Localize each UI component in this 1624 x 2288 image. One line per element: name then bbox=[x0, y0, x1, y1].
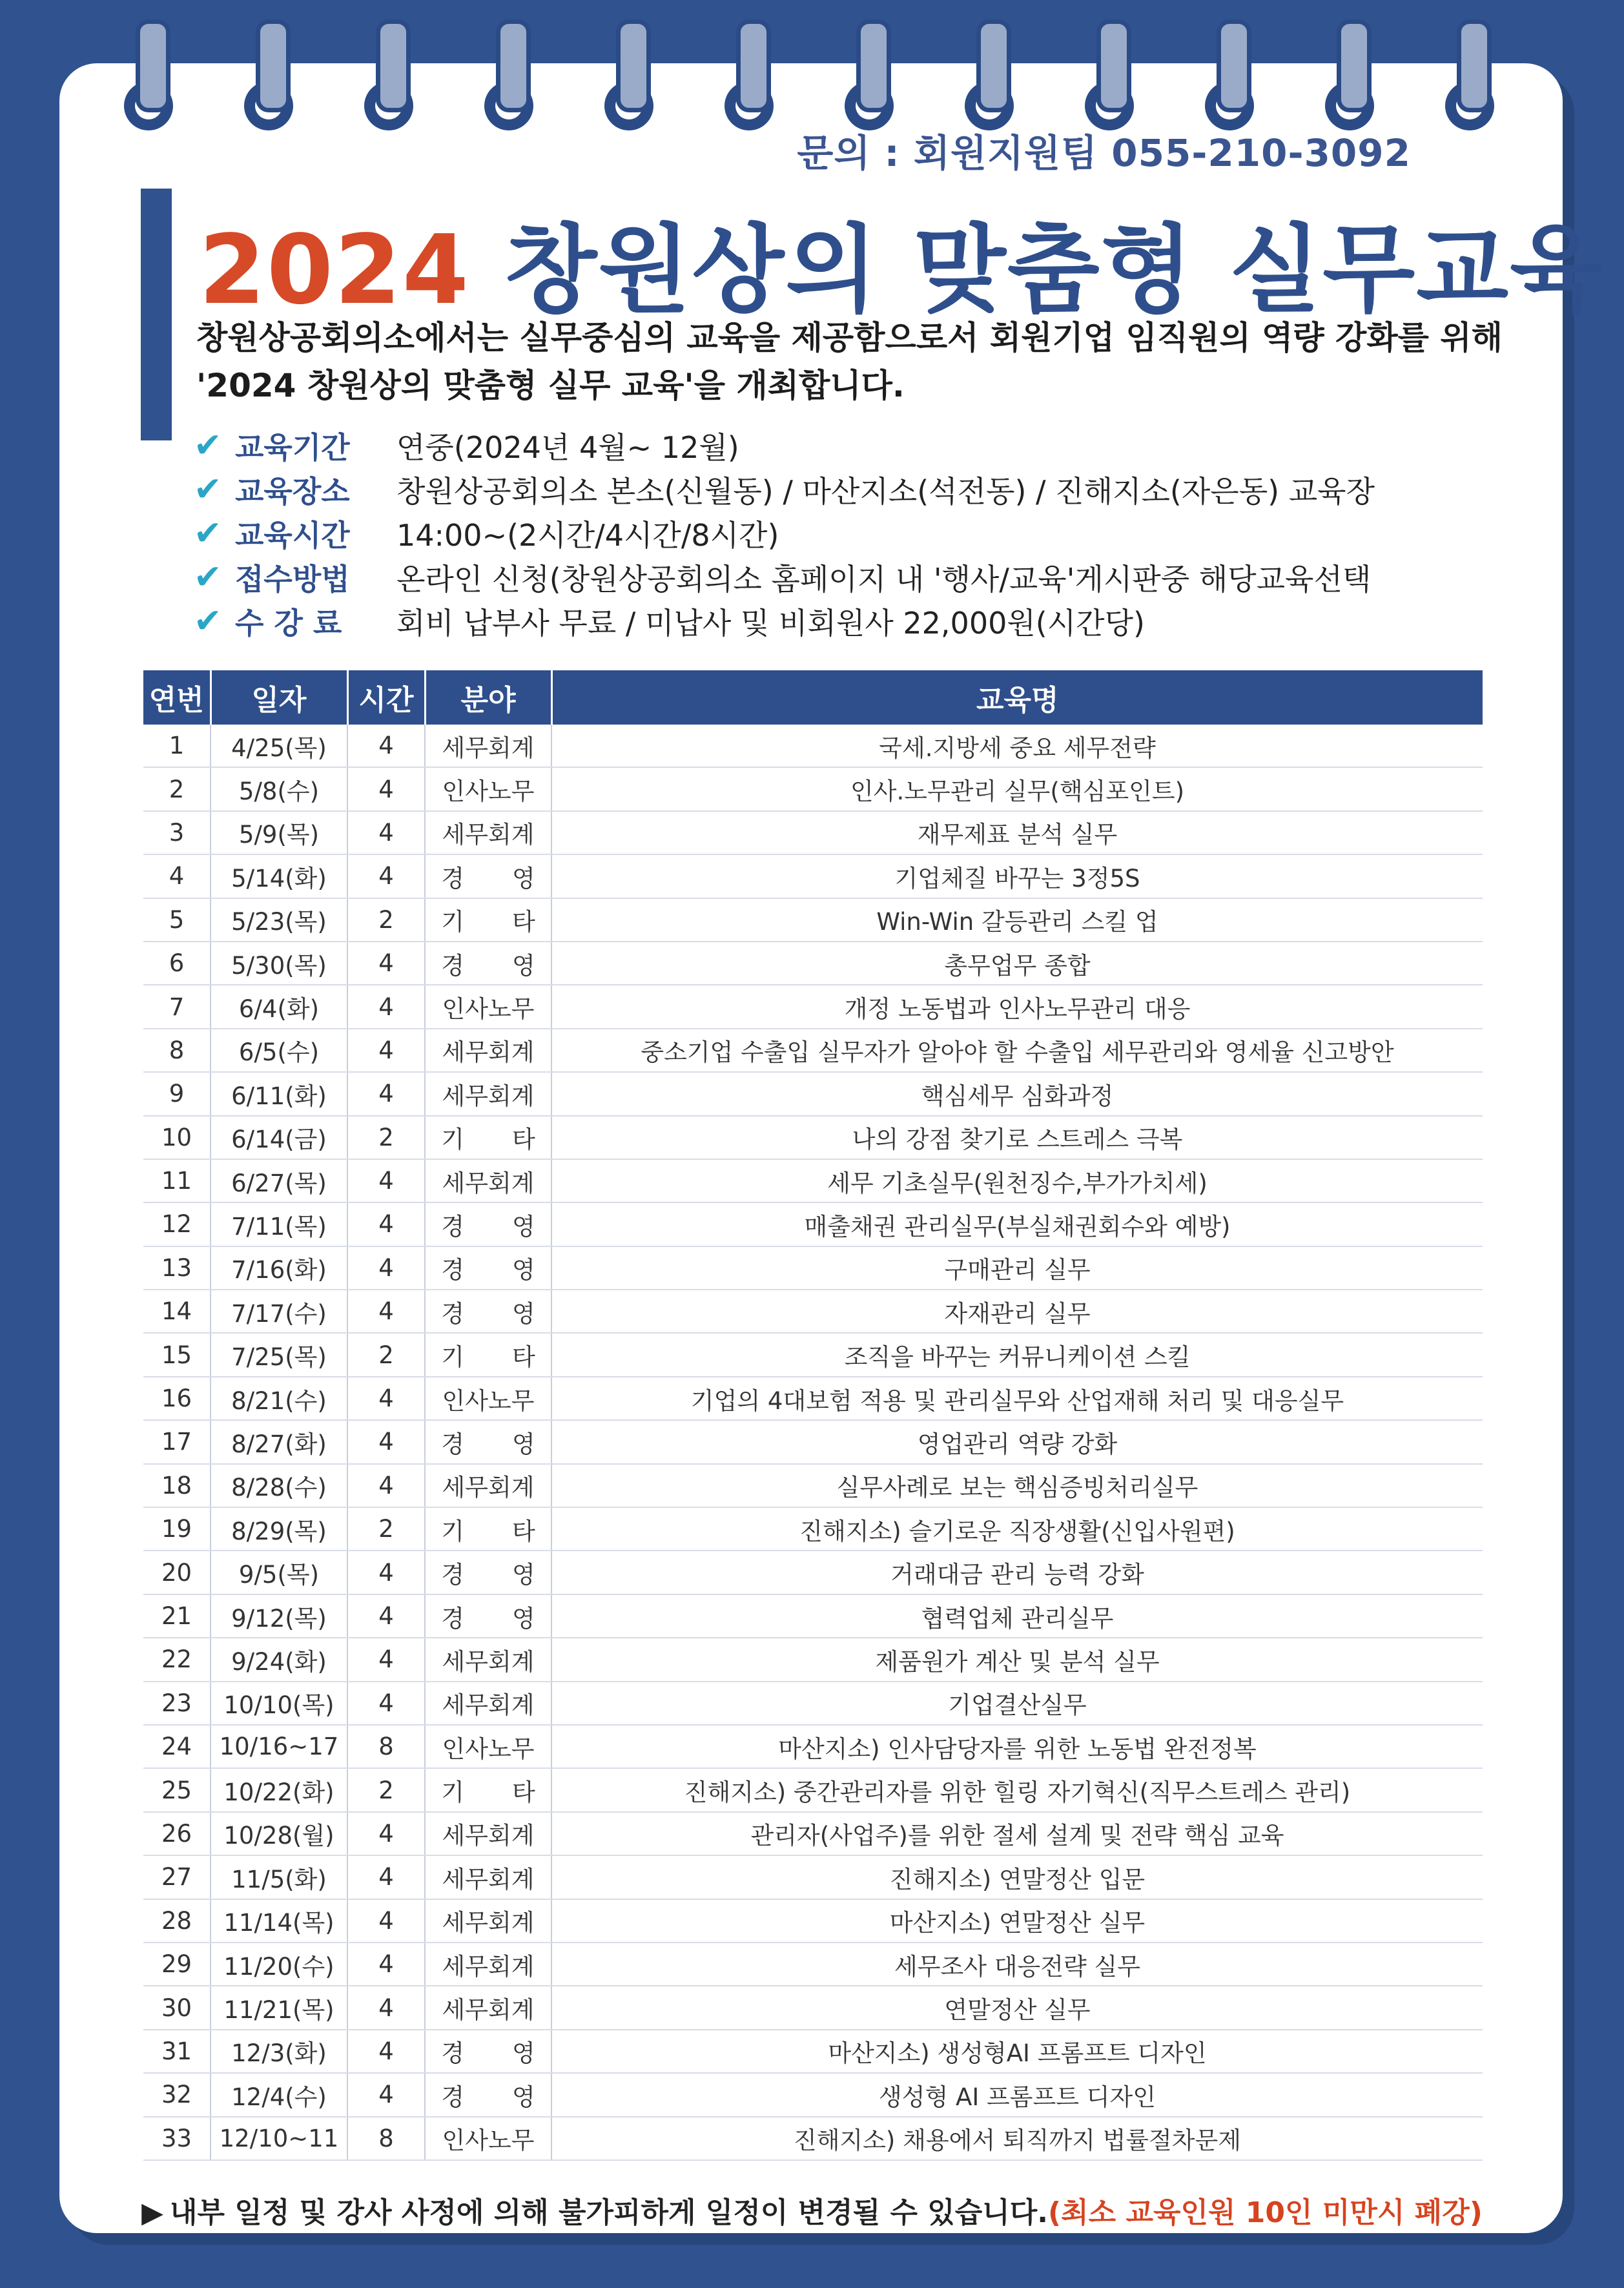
table-body bbox=[143, 725, 1483, 2160]
cell-course: 진해지소) 채용에서 퇴직까지 법률절차문제 bbox=[551, 2117, 1483, 2160]
cell-course: 마산지소) 인사담당자를 위한 노동법 완전정복 bbox=[551, 1725, 1483, 1768]
cell-course: 인사.노무관리 실무(핵심포인트) bbox=[551, 767, 1483, 810]
info-fee bbox=[194, 599, 1375, 643]
header-hours: 시간 bbox=[347, 670, 425, 725]
cell-no: 20 bbox=[143, 1551, 211, 1594]
cell-date: 9/5(목) bbox=[211, 1551, 347, 1594]
cell-no: 24 bbox=[143, 1725, 211, 1768]
cell-no: 5 bbox=[143, 898, 211, 942]
cell-hours: 2 bbox=[347, 898, 425, 942]
ring-bar bbox=[256, 19, 291, 112]
cell-hours: 4 bbox=[347, 1202, 425, 1246]
cell-date: 8/28(수) bbox=[211, 1464, 347, 1507]
check-icon: ✔ bbox=[194, 426, 222, 465]
table-row bbox=[143, 1725, 1483, 1768]
info-label: 수 강 료 bbox=[235, 606, 342, 641]
cell-date: 6/4(화) bbox=[211, 985, 347, 1028]
cell-hours: 4 bbox=[347, 1986, 425, 2029]
ring-bar bbox=[496, 19, 531, 112]
ring-bar bbox=[616, 19, 651, 112]
cell-hours: 8 bbox=[347, 1725, 425, 1768]
check-icon: ✔ bbox=[194, 514, 222, 553]
cell-course: 구매관리 실무 bbox=[551, 1246, 1483, 1290]
table-row bbox=[143, 1594, 1483, 1638]
cell-hours: 4 bbox=[347, 811, 425, 854]
cell-field: 경 영 bbox=[425, 854, 551, 898]
cell-no: 28 bbox=[143, 1899, 211, 1943]
table-row bbox=[143, 1682, 1483, 1725]
cell-course: 진해지소) 중간관리자를 위한 힐링 자기혁신(직무스트레스 관리) bbox=[551, 1768, 1483, 1811]
ring-bar bbox=[1217, 19, 1251, 112]
cell-date: 12/4(수) bbox=[211, 2073, 347, 2116]
binder-ring bbox=[482, 19, 536, 123]
cell-field: 경 영 bbox=[425, 1420, 551, 1463]
cell-field: 세무회계 bbox=[425, 1159, 551, 1202]
cell-field: 기 타 bbox=[425, 1333, 551, 1376]
cell-field: 경 영 bbox=[425, 942, 551, 985]
cell-no: 1 bbox=[143, 725, 211, 767]
header-no: 연번 bbox=[143, 670, 211, 725]
cell-no: 16 bbox=[143, 1377, 211, 1420]
contact-info: 문의 : 회원지원팀 055-210-3092 bbox=[797, 131, 1411, 175]
cell-date: 6/27(목) bbox=[211, 1159, 347, 1202]
ring-bar bbox=[1337, 19, 1372, 112]
cell-date: 8/21(수) bbox=[211, 1377, 347, 1420]
cell-no: 2 bbox=[143, 767, 211, 810]
cell-no: 19 bbox=[143, 1507, 211, 1551]
table-row bbox=[143, 1986, 1483, 2029]
table-row bbox=[143, 1333, 1483, 1376]
triangle-right-icon: ▶ bbox=[141, 2196, 164, 2229]
cell-date: 11/5(화) bbox=[211, 1855, 347, 1899]
cell-course: 핵심세무 심화과정 bbox=[551, 1072, 1483, 1115]
cell-hours: 4 bbox=[347, 1638, 425, 1681]
cell-no: 7 bbox=[143, 985, 211, 1028]
cell-field: 인사노무 bbox=[425, 2117, 551, 2160]
notice-text: 내부 일정 및 강사 사정에 의해 불가피하게 일정이 변경될 수 있습니다. bbox=[170, 2196, 1049, 2229]
cell-field: 세무회계 bbox=[425, 811, 551, 854]
cell-field: 세무회계 bbox=[425, 1682, 551, 1725]
cell-hours: 4 bbox=[347, 725, 425, 767]
table-row bbox=[143, 725, 1483, 767]
cell-field: 기 타 bbox=[425, 1507, 551, 1551]
cell-hours: 4 bbox=[347, 942, 425, 985]
cell-course: 중소기업 수출입 실무자가 알아야 할 수출입 세무관리와 영세율 신고방안 bbox=[551, 1029, 1483, 1072]
table-row bbox=[143, 1202, 1483, 1246]
cell-date: 11/14(목) bbox=[211, 1899, 347, 1943]
cell-no: 11 bbox=[143, 1159, 211, 1202]
cell-hours: 2 bbox=[347, 1333, 425, 1376]
cell-date: 10/16~17 bbox=[211, 1725, 347, 1768]
cell-date: 10/22(화) bbox=[211, 1768, 347, 1811]
info-label: 교육장소 bbox=[235, 474, 350, 509]
ring-bar bbox=[1096, 19, 1131, 112]
cell-hours: 4 bbox=[347, 2073, 425, 2116]
header-field: 분야 bbox=[425, 670, 551, 725]
cell-date: 5/23(목) bbox=[211, 898, 347, 942]
cell-course: 기업의 4대보험 적용 및 관리실무와 산업재해 처리 및 대응실무 bbox=[551, 1377, 1483, 1420]
cell-hours: 4 bbox=[347, 1246, 425, 1290]
table-row bbox=[143, 1116, 1483, 1159]
binder-ring bbox=[362, 19, 416, 123]
cell-hours: 4 bbox=[347, 1594, 425, 1638]
cell-hours: 4 bbox=[347, 985, 425, 1028]
table-row bbox=[143, 1029, 1483, 1072]
cell-field: 기 타 bbox=[425, 898, 551, 942]
cell-date: 7/17(수) bbox=[211, 1290, 347, 1333]
cell-course: 기업결산실무 bbox=[551, 1682, 1483, 1725]
table-row bbox=[143, 1638, 1483, 1681]
cell-course: 나의 강점 찾기로 스트레스 극복 bbox=[551, 1116, 1483, 1159]
ring-bar bbox=[376, 19, 411, 112]
cell-hours: 4 bbox=[347, 1855, 425, 1899]
cell-field: 기 타 bbox=[425, 1116, 551, 1159]
cell-hours: 8 bbox=[347, 2117, 425, 2160]
cell-no: 27 bbox=[143, 1855, 211, 1899]
cell-date: 4/25(목) bbox=[211, 725, 347, 767]
cell-date: 8/27(화) bbox=[211, 1420, 347, 1463]
info-list bbox=[194, 424, 1375, 643]
cell-no: 9 bbox=[143, 1072, 211, 1115]
cell-course: 재무제표 분석 실무 bbox=[551, 811, 1483, 854]
info-value: 연중(2024년 4월~ 12월) bbox=[396, 430, 739, 465]
cell-hours: 4 bbox=[347, 1899, 425, 1943]
cell-no: 15 bbox=[143, 1333, 211, 1376]
cell-course: 거래대금 관리 능력 강화 bbox=[551, 1551, 1483, 1594]
cell-no: 18 bbox=[143, 1464, 211, 1507]
cell-no: 4 bbox=[143, 854, 211, 898]
cell-date: 11/20(수) bbox=[211, 1943, 347, 1986]
ring-bar bbox=[736, 19, 771, 112]
cell-hours: 4 bbox=[347, 1377, 425, 1420]
cell-course: 자재관리 실무 bbox=[551, 1290, 1483, 1333]
table-row bbox=[143, 1246, 1483, 1290]
cell-course: Win-Win 갈등관리 스킬 업 bbox=[551, 898, 1483, 942]
cell-field: 경 영 bbox=[425, 2030, 551, 2073]
cell-field: 인사노무 bbox=[425, 985, 551, 1028]
cell-no: 3 bbox=[143, 811, 211, 854]
cell-no: 23 bbox=[143, 1682, 211, 1725]
cell-field: 경 영 bbox=[425, 1551, 551, 1594]
cell-date: 8/29(목) bbox=[211, 1507, 347, 1551]
cell-hours: 2 bbox=[347, 1507, 425, 1551]
cell-no: 10 bbox=[143, 1116, 211, 1159]
cell-course: 개정 노동법과 인사노무관리 대응 bbox=[551, 985, 1483, 1028]
cell-course: 세무 기초실무(원천징수,부가가치세) bbox=[551, 1159, 1483, 1202]
cell-hours: 4 bbox=[347, 1682, 425, 1725]
ring-bar bbox=[856, 19, 891, 112]
cell-no: 21 bbox=[143, 1594, 211, 1638]
table-row bbox=[143, 1768, 1483, 1811]
cell-field: 세무회계 bbox=[425, 1899, 551, 1943]
table-row bbox=[143, 854, 1483, 898]
cell-field: 세무회계 bbox=[425, 1986, 551, 2029]
cell-course: 세무조사 대응전략 실무 bbox=[551, 1943, 1483, 1986]
binder-ring bbox=[1082, 19, 1136, 123]
cell-date: 12/3(화) bbox=[211, 2030, 347, 2073]
cell-hours: 4 bbox=[347, 1464, 425, 1507]
check-icon: ✔ bbox=[194, 558, 222, 597]
cell-hours: 4 bbox=[347, 2030, 425, 2073]
cell-no: 6 bbox=[143, 942, 211, 985]
info-time bbox=[194, 511, 1375, 555]
page-title bbox=[199, 194, 1603, 331]
cell-hours: 4 bbox=[347, 1812, 425, 1855]
cell-date: 10/28(월) bbox=[211, 1812, 347, 1855]
table-row bbox=[143, 2073, 1483, 2116]
cell-hours: 4 bbox=[347, 767, 425, 810]
cell-no: 29 bbox=[143, 1943, 211, 1986]
info-location bbox=[194, 468, 1375, 511]
cell-no: 12 bbox=[143, 1202, 211, 1246]
cell-hours: 4 bbox=[347, 1072, 425, 1115]
cell-field: 인사노무 bbox=[425, 767, 551, 810]
cell-field: 인사노무 bbox=[425, 1377, 551, 1420]
cell-hours: 4 bbox=[347, 1551, 425, 1594]
cell-no: 33 bbox=[143, 2117, 211, 2160]
cell-course: 협력업체 관리실무 bbox=[551, 1594, 1483, 1638]
info-label: 접수방법 bbox=[235, 562, 350, 597]
header-date: 일자 bbox=[211, 670, 347, 725]
cell-date: 9/24(화) bbox=[211, 1638, 347, 1681]
info-registration bbox=[194, 555, 1375, 599]
cell-field: 경 영 bbox=[425, 1202, 551, 1246]
binder-ring bbox=[962, 19, 1016, 123]
title-accent-bar bbox=[141, 189, 172, 440]
title-year: 2024 bbox=[199, 214, 470, 325]
cell-date: 7/25(목) bbox=[211, 1333, 347, 1376]
table-row bbox=[143, 1507, 1483, 1551]
cell-field: 경 영 bbox=[425, 2073, 551, 2116]
info-value: 14:00~(2시간/4시간/8시간) bbox=[396, 518, 779, 553]
cell-hours: 4 bbox=[347, 854, 425, 898]
cell-date: 9/12(목) bbox=[211, 1594, 347, 1638]
binder-ring bbox=[1202, 19, 1257, 123]
binder-ring bbox=[602, 19, 656, 123]
table-row bbox=[143, 767, 1483, 810]
cell-course: 실무사례로 보는 핵심증빙처리실무 bbox=[551, 1464, 1483, 1507]
table-row bbox=[143, 1551, 1483, 1594]
cell-no: 8 bbox=[143, 1029, 211, 1072]
intro-text bbox=[196, 314, 1520, 409]
info-label: 교육기간 bbox=[235, 430, 350, 465]
table-row bbox=[143, 1290, 1483, 1333]
notice-warning: (최소 교육인원 10인 미만시 폐강) bbox=[1048, 2196, 1483, 2229]
intro-line-1: 창원상공회의소에서는 실무중심의 교육을 제공함으로서 회원기업 임직원의 역량 강화를 위해 bbox=[196, 319, 1503, 356]
check-icon: ✔ bbox=[194, 602, 222, 641]
cell-hours: 4 bbox=[347, 1943, 425, 1986]
cell-field: 인사노무 bbox=[425, 1725, 551, 1768]
cell-course: 국세.지방세 중요 세무전략 bbox=[551, 725, 1483, 767]
cell-field: 세무회계 bbox=[425, 1029, 551, 1072]
cell-date: 7/16(화) bbox=[211, 1246, 347, 1290]
cell-course: 마산지소) 생성형AI 프롬프트 디자인 bbox=[551, 2030, 1483, 2073]
table-row bbox=[143, 2030, 1483, 2073]
cell-field: 세무회계 bbox=[425, 1812, 551, 1855]
cell-hours: 4 bbox=[347, 1420, 425, 1463]
cell-course: 조직을 바꾸는 커뮤니케이션 스킬 bbox=[551, 1333, 1483, 1376]
cell-date: 5/9(목) bbox=[211, 811, 347, 854]
cell-field: 경 영 bbox=[425, 1594, 551, 1638]
cell-course: 연말정산 실무 bbox=[551, 1986, 1483, 2029]
cell-date: 5/14(화) bbox=[211, 854, 347, 898]
header-course: 교육명 bbox=[551, 670, 1483, 725]
cell-hours: 4 bbox=[347, 1290, 425, 1333]
cell-no: 13 bbox=[143, 1246, 211, 1290]
cell-date: 6/11(화) bbox=[211, 1072, 347, 1115]
cell-hours: 4 bbox=[347, 1029, 425, 1072]
table-row bbox=[143, 1899, 1483, 1943]
cell-course: 영업관리 역량 강화 bbox=[551, 1420, 1483, 1463]
cell-no: 25 bbox=[143, 1768, 211, 1811]
cell-no: 22 bbox=[143, 1638, 211, 1681]
cell-date: 6/14(금) bbox=[211, 1116, 347, 1159]
binder-ring bbox=[842, 19, 896, 123]
cell-course: 제품원가 계산 및 분석 실무 bbox=[551, 1638, 1483, 1681]
title-main: 창원상의 맞춤형 실무교육 bbox=[504, 214, 1604, 325]
cell-no: 32 bbox=[143, 2073, 211, 2116]
ring-bar bbox=[136, 19, 170, 112]
cell-date: 6/5(수) bbox=[211, 1029, 347, 1072]
cell-date: 12/10~11 bbox=[211, 2117, 347, 2160]
cell-date: 10/10(목) bbox=[211, 1682, 347, 1725]
table-row bbox=[143, 1159, 1483, 1202]
cell-date: 11/21(목) bbox=[211, 1986, 347, 2029]
cell-course: 진해지소) 슬기로운 직장생활(신입사원편) bbox=[551, 1507, 1483, 1551]
cell-field: 경 영 bbox=[425, 1246, 551, 1290]
cell-field: 세무회계 bbox=[425, 1638, 551, 1681]
info-period bbox=[194, 424, 1375, 468]
table-row bbox=[143, 1855, 1483, 1899]
table-row bbox=[143, 1420, 1483, 1463]
binder-ring bbox=[1443, 19, 1497, 123]
cell-course: 생성형 AI 프롬프트 디자인 bbox=[551, 2073, 1483, 2116]
info-value: 창원상공회의소 본소(신월동) / 마산지소(석전동) / 진해지소(자은동) 교육장 bbox=[396, 474, 1375, 509]
cell-course: 진해지소) 연말정산 입문 bbox=[551, 1855, 1483, 1899]
binder-ring bbox=[722, 19, 776, 123]
cell-field: 세무회계 bbox=[425, 1072, 551, 1115]
table-header-row bbox=[143, 670, 1483, 725]
ring-bar bbox=[1457, 19, 1492, 112]
footer-notice bbox=[0, 2189, 1624, 2231]
table-row bbox=[143, 985, 1483, 1028]
cell-no: 31 bbox=[143, 2030, 211, 2073]
cell-course: 총무업무 종합 bbox=[551, 942, 1483, 985]
cell-field: 경 영 bbox=[425, 1290, 551, 1333]
table-row bbox=[143, 1943, 1483, 1986]
cell-hours: 2 bbox=[347, 1768, 425, 1811]
cell-hours: 4 bbox=[347, 1159, 425, 1202]
table-row bbox=[143, 1812, 1483, 1855]
schedule-table bbox=[143, 670, 1483, 2161]
cell-course: 관리자(사업주)를 위한 절세 설계 및 전략 핵심 교육 bbox=[551, 1812, 1483, 1855]
binder-ring bbox=[242, 19, 296, 123]
binder-ring bbox=[1322, 19, 1377, 123]
intro-line-2: '2024 창원상의 맞춤형 실무 교육'을 개최합니다. bbox=[196, 367, 905, 404]
cell-no: 26 bbox=[143, 1812, 211, 1855]
cell-course: 매출채권 관리실무(부실채권회수와 예방) bbox=[551, 1202, 1483, 1246]
cell-no: 14 bbox=[143, 1290, 211, 1333]
table-row bbox=[143, 2117, 1483, 2160]
check-icon: ✔ bbox=[194, 470, 222, 509]
cell-field: 기 타 bbox=[425, 1768, 551, 1811]
table-row bbox=[143, 1377, 1483, 1420]
cell-date: 5/8(수) bbox=[211, 767, 347, 810]
cell-field: 세무회계 bbox=[425, 1855, 551, 1899]
cell-date: 5/30(목) bbox=[211, 942, 347, 985]
cell-field: 세무회계 bbox=[425, 1464, 551, 1507]
cell-no: 17 bbox=[143, 1420, 211, 1463]
table-row bbox=[143, 1072, 1483, 1115]
table-row bbox=[143, 898, 1483, 942]
info-label: 교육시간 bbox=[235, 518, 350, 553]
cell-date: 7/11(목) bbox=[211, 1202, 347, 1246]
cell-field: 세무회계 bbox=[425, 725, 551, 767]
cell-hours: 2 bbox=[347, 1116, 425, 1159]
table-row bbox=[143, 811, 1483, 854]
info-value: 회비 납부사 무료 / 미납사 및 비회원사 22,000원(시간당) bbox=[396, 606, 1145, 641]
table-row bbox=[143, 1464, 1483, 1507]
cell-course: 기업체질 바꾸는 3정5S bbox=[551, 854, 1483, 898]
table-row bbox=[143, 942, 1483, 985]
cell-no: 30 bbox=[143, 1986, 211, 2029]
cell-field: 세무회계 bbox=[425, 1943, 551, 1986]
binder-ring bbox=[121, 19, 176, 123]
info-value: 온라인 신청(창원상공회의소 홈페이지 내 '행사/교육'게시판중 해당교육선택 bbox=[396, 562, 1372, 597]
ring-bar bbox=[976, 19, 1011, 112]
cell-course: 마산지소) 연말정산 실무 bbox=[551, 1899, 1483, 1943]
